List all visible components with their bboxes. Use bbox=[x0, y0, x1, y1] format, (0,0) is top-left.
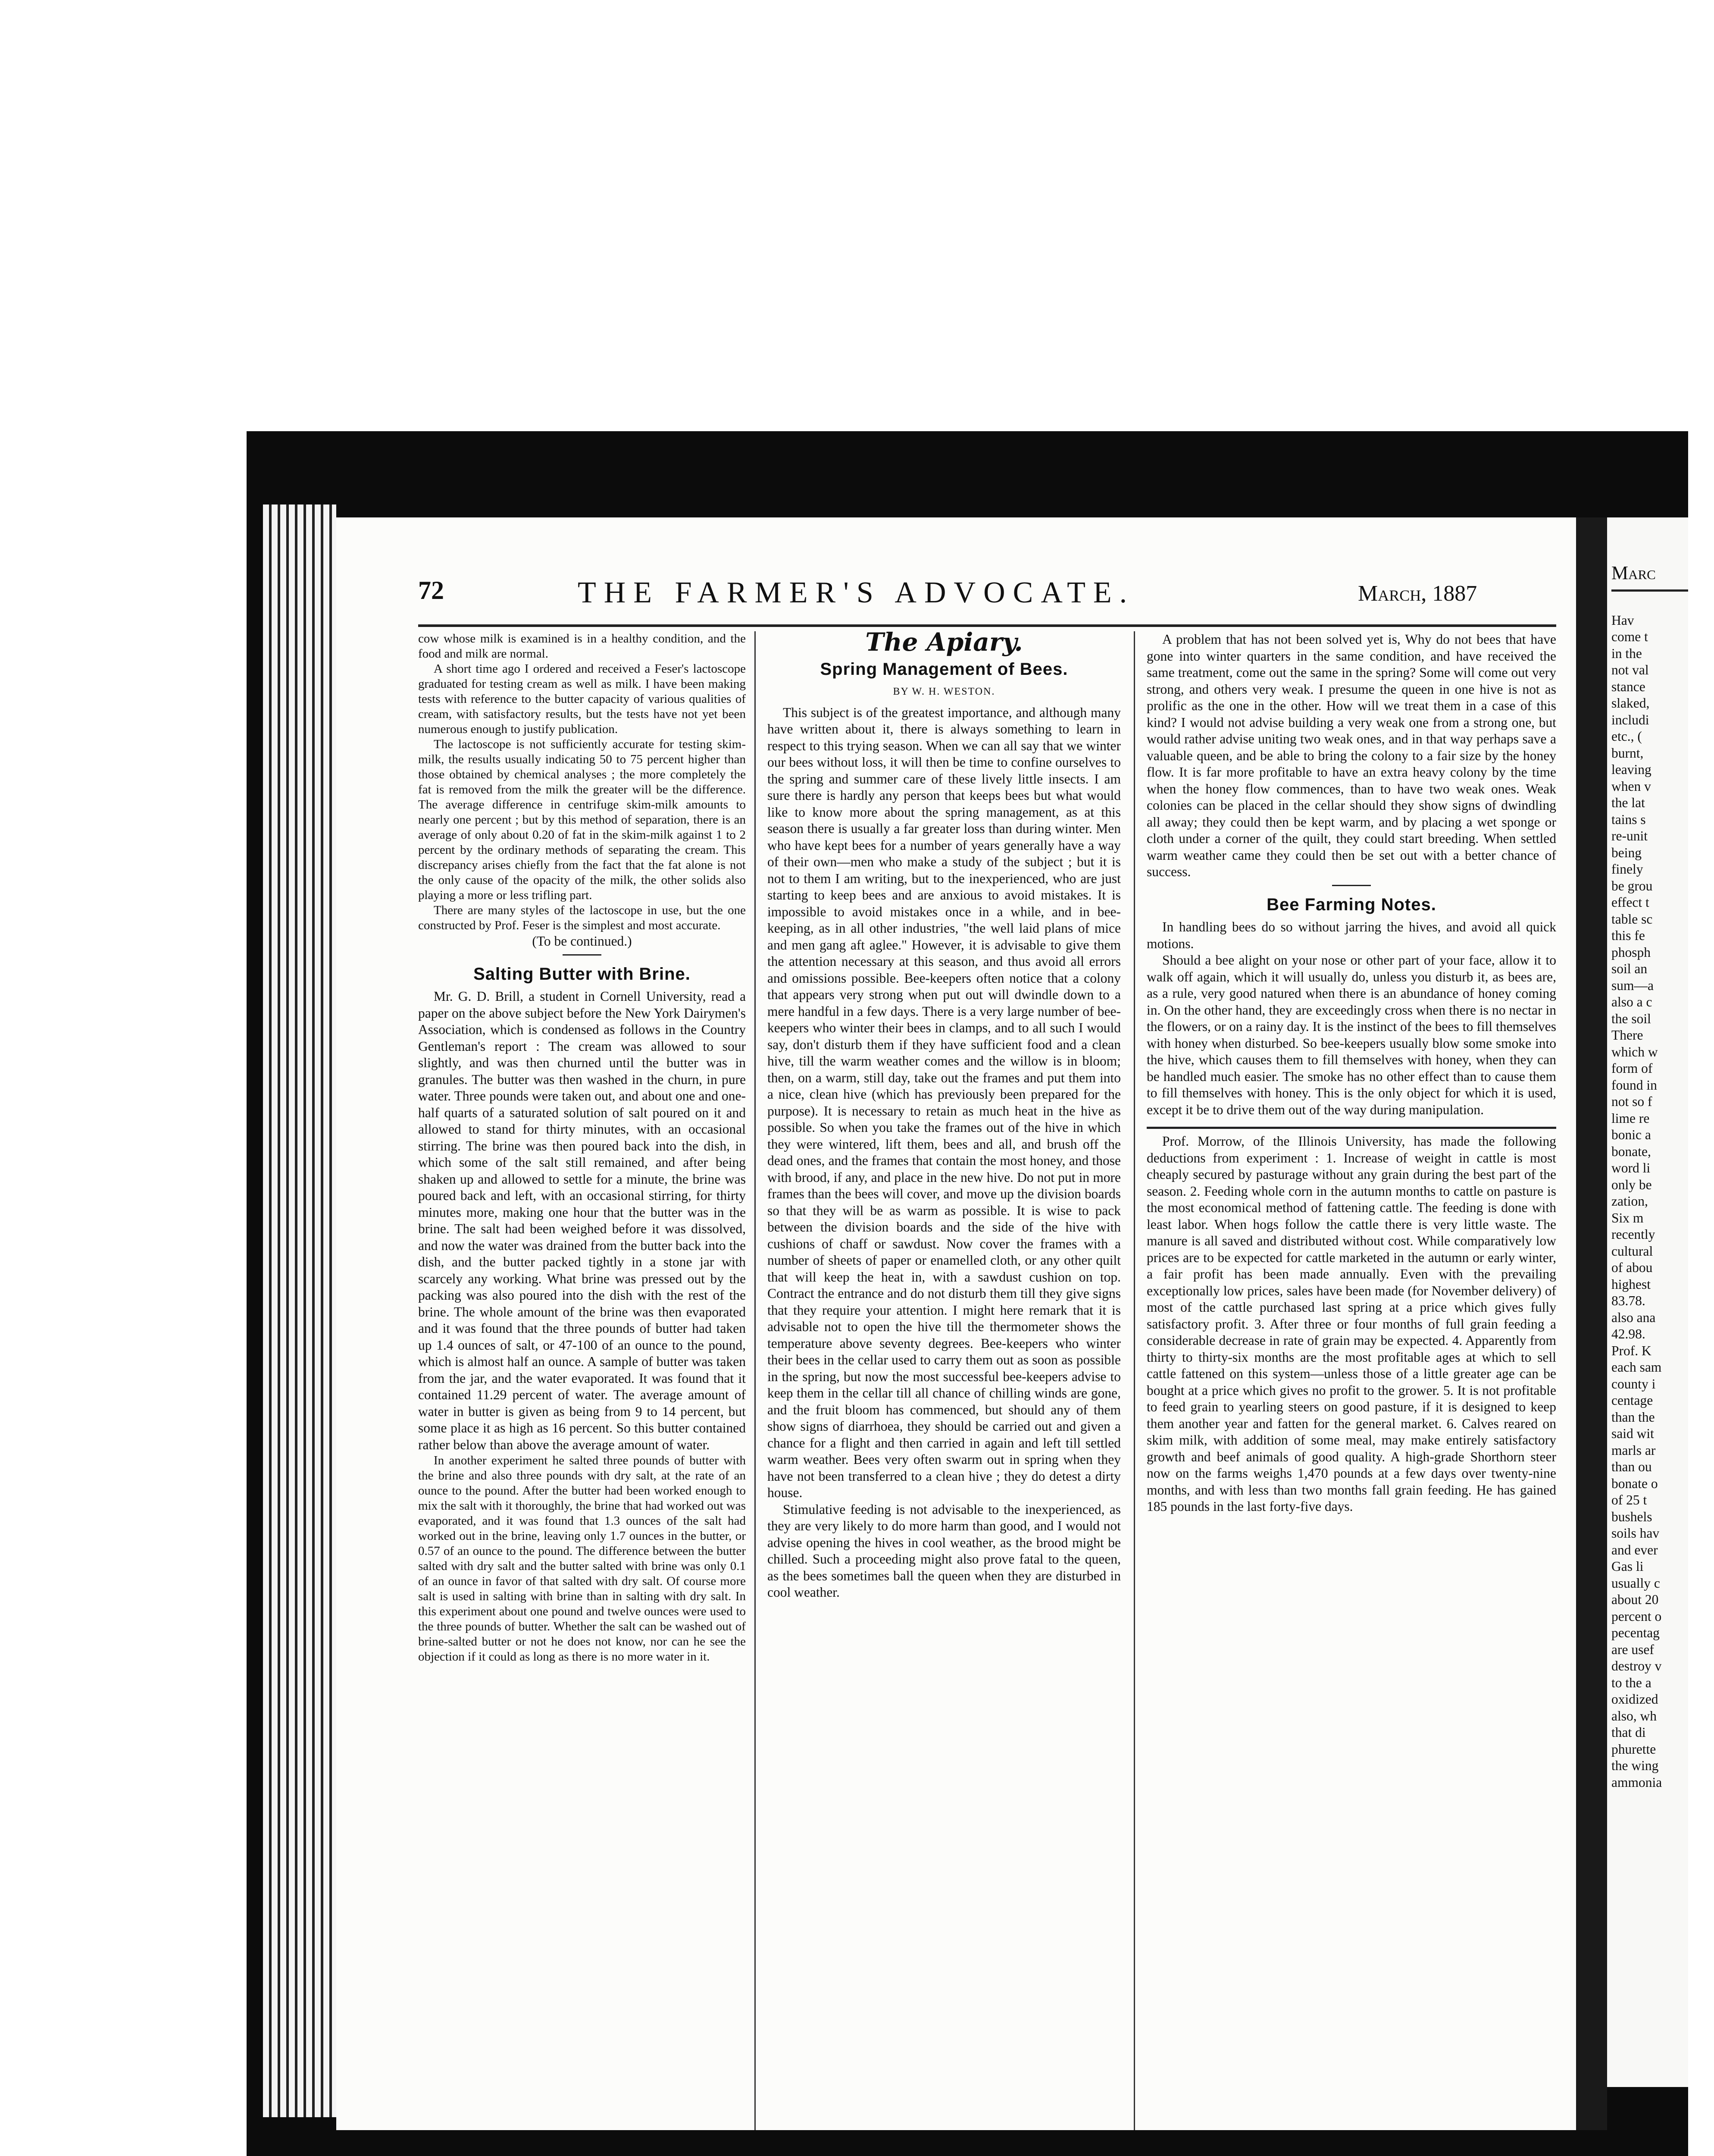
facing-page-line: also ana bbox=[1611, 1310, 1656, 1325]
paragraph: In handling bees do so without jarring the hives, and avoid all quick motions. bbox=[1147, 919, 1556, 951]
facing-page-line: of 25 t bbox=[1611, 1492, 1647, 1507]
page-number: 72 bbox=[418, 576, 444, 605]
facing-page-line: leaving bbox=[1611, 762, 1651, 777]
facing-page-line: said wit bbox=[1611, 1426, 1654, 1441]
paragraph: cow whose milk is examined is in a healthy condition, and the food and milk are normal. bbox=[418, 632, 746, 661]
facing-page-line: re-unit bbox=[1611, 828, 1648, 843]
facing-page-line: also, wh bbox=[1611, 1708, 1657, 1724]
facing-page-line: not val bbox=[1611, 662, 1649, 677]
facing-page-line: come t bbox=[1611, 629, 1648, 644]
byline: BY W. H. WESTON. bbox=[893, 686, 995, 697]
facing-page-line: this fe bbox=[1611, 928, 1645, 943]
facing-page-line: the wing bbox=[1611, 1758, 1659, 1773]
facing-page-line: etc., ( bbox=[1611, 729, 1642, 744]
facing-page-line: found in bbox=[1611, 1077, 1657, 1093]
paragraph: Mr. G. D. Brill, a student in Cornell University, read a paper on the above subject before the New York Dairymen's Association, which is condensed as follows in the Country Gentleman's report : The cream was allowed to sour slightly, and was then churned until the butter was in granules. The butter was then washed in the churn, in pure water. Three pounds were taken out, and about one and one-half quarts of a saturated solution of salt poured on it and allowed to stand for thirty minutes, with an occasional stirring. The brine was then poured back into the dish, in which some of the salt still remained, and after being shaken up and allowed to settle for a minute, the brine was poured back and left, with an occasional stirring, for thirty minutes more, making one hour that the butter was in the brine. The salt had been weighed before it was dissolved, and now the water was drained from the butter back into the dish, and the butter packed tightly in a stone jar with scarcely any working. What brine was pressed out by the packing was also poured into the dish with the rest of the brine. The whole amount of the brine was then evaporated and it was found that the three pounds of butter had taken up 1.4 ounces of salt, or 47-100 of an ounce to the pound, which is almost half an ounce. A sample of butter was taken from the jar, and the water evaporated. It was found that it contained 11.29 percent of water. The average amount of water in butter is given as being from 9 to 14 percent, but some place it as high as 16 percent. So this butter contained rather below than above the average amount of water. bbox=[418, 989, 746, 1452]
column-middle bbox=[767, 631, 1121, 2097]
facing-page-line: county i bbox=[1611, 1376, 1656, 1391]
paragraph: This subject is of the greatest importance, and although many have written about it, there is always something to learn in respect to this trying season. When we can all say that we winter our bees without loss, it will then be time to confine ourselves to the spring and summer care of these lively little insects. I am sure there is hardly any person that keeps bees but what would like to know more about the spring management, as at this season there is usually a far greater loss than during winter. Men who have kept bees for a number of years generally have a way of their own—men who make a study of the subject ; but it is not to them I am writing, but to the inexperienced, who are just starting to keep bees and are anxious to avoid mistakes. It is impossible to avoid mistakes once in a while, and in bee-keeping, as in all other industries, "the well laid plans of mice and men gang aft aglee." However, it is advisable to give them the attention necessary at this season, and thus avoid all errors and omissions possible. Bee-keepers often notice that a colony that appears very strong when put out will dwindle down to a mere handful in a few days. There is a very large number of bee-keepers who winter their bees in clamps, and to all such I would say, don't disturb them if they have sufficient food and a clean hive, till the warm weather comes and the willow is in bloom; then, on a warm, still day, take out the frames and put them into a nice, clean hive (which has previously been prepared for the purpose). It is necessary to retain as much heat in the hive as possible. So when you take the frames out of the hive in which they were wintered, lift them, bees and all, and brush off the dead ones, and the frames that contain the most honey, and those with brood, if any, and place in the new hive. Do not put in more frames than the bees will cover, and move up the division boards so that they will be as warm as possible. It is wise to pack between the division boards and the side of the hive with cushions of chaff or sawdust. Now cover the frames with a number of sheets of paper or enamelled cloth, or any other quilt that will keep the heat in, with a sawdust cushion on top. Contract the entrance and do not disturb them till they give signs that they require your attention. I might here remark that it is advisable not to open the hive till the thermometer shows the temperature above seventy degrees. Bee-keepers who winter their bees in the cellar used to carry them out as soon as possible in the spring, but now the most successful bee-keepers advise to keep them in the cellar till all chance of chilling winds are gone, and the fruit bloom has commenced, but should any of them show signs of diarrhoea, they should be carried out and given a chance for a flight and then carried in again and left till settled warm weather. Bees very often swarm out in spring when they have not been transferred to a clean hive ; they do detest a dirty house. bbox=[767, 705, 1121, 1500]
facing-page-line: Six m bbox=[1611, 1210, 1644, 1225]
facing-page-line: each sam bbox=[1611, 1360, 1662, 1375]
facing-page-line: There bbox=[1611, 1028, 1643, 1043]
facing-page-line: form of bbox=[1611, 1061, 1653, 1076]
journal-title: THE FARMER'S ADVOCATE. bbox=[578, 576, 1135, 609]
paragraph: Prof. Morrow, of the Illinois University, has made the following deductions from experiment : 1. Increase of weight in cattle is most cheaply secured by pasturage without any grain during the best part of the season. 2. Feeding whole corn in the autumn months to cattle on pasture is the most economical method of fattening cattle. The feeding is done with least labor. When hogs follow the cattle there is very little waste. The manure is all saved and distributed without cost. While comparatively low prices are to be expected for cattle marketed in the autumn or early winter, a fair profit has been made annually. Even with the prevailing exceptionally low prices, sales have been made (for November delivery) of most of the cattle purchased last spring at a price which gives fully satisfactory profit. 3. After three or four months of full grain feeding a considerable decrease in rate of grain may be expected. 4. Apparently from thirty to thirty-six months are the most profitable ages at which to sell cattle fattened on this system—unless those of a little greater age can be bought at a price which gives no profit to the grower. 5. It is not profitable to feed grain to yearling steers on good pasture, if it is designed to keep them another year and fatten for the general market. 6. Calves reared on skim milk, with addition of some meal, may make entirely satisfactory growth and beef animals of good quality. A high-grade Shorthorn steer now on the farms weighs 1,470 pounds at a few days over twenty-nine months, and with less than two months fall grain feeding. He has gained 185 pounds in the last forty-five days. bbox=[1147, 1134, 1556, 1514]
facing-page-line: the soil bbox=[1611, 1011, 1651, 1026]
facing-page-fragment bbox=[1607, 517, 1688, 2087]
facing-page-line: finely bbox=[1611, 862, 1643, 877]
newspaper-page bbox=[336, 517, 1576, 2130]
facing-page-line: than ou bbox=[1611, 1459, 1652, 1474]
facing-page-line: soil an bbox=[1611, 961, 1648, 976]
facing-page-line: recently bbox=[1611, 1227, 1655, 1242]
header-rule bbox=[418, 624, 1556, 627]
paragraph: Should a bee alight on your nose or other part of your face, allow it to walk off again, which it will usually do, unless you disturb it, as bees are, as a rule, very good natured when there is an abundance of honey coming in. On the other hand, they are exceedingly cross when there is no nectar in the flowers, or on a rainy day. It is the instinct of the bees to fill themselves with honey when disturbed. So bee-keepers usually blow some smoke into the hive, which causes them to fill themselves with honey, when they can be handled much easier. The smoke has no other effect than to cause them to fill themselves with honey. This is the only object for which it is used, except it be to drive them out of the way during manipulation. bbox=[1147, 953, 1556, 1117]
column-right bbox=[1147, 631, 1556, 2097]
facing-page-line: table sc bbox=[1611, 911, 1653, 927]
facing-page-line: cultural bbox=[1611, 1243, 1653, 1259]
background-margin-left bbox=[0, 0, 27, 2156]
facing-page-line: bonate o bbox=[1611, 1476, 1658, 1491]
facing-page-line: usually c bbox=[1611, 1575, 1660, 1591]
facing-page-line: to the a bbox=[1611, 1675, 1651, 1690]
facing-page-line: be grou bbox=[1611, 878, 1653, 893]
facing-page-line: which w bbox=[1611, 1044, 1658, 1059]
paragraph: There are many styles of the lactoscope in use, but the one constructed by Prof. Feser is the simplest and most accurate. bbox=[418, 903, 746, 932]
facing-page-line: burnt, bbox=[1611, 745, 1644, 761]
article-heading: Spring Management of Bees. bbox=[820, 659, 1068, 679]
divider bbox=[1332, 885, 1371, 886]
article-heading: Bee Farming Notes. bbox=[1267, 895, 1436, 914]
facing-page-line: than the bbox=[1611, 1409, 1655, 1425]
paragraph: In another experiment he salted three pounds of butter with the brine and also three pounds with dry salt, at the rate of an ounce to the pound. After the butter had been worked enough to mix the salt with it thoroughly, the brine that had worked out was evaporated, and it was found that 1.3 ounces of the salt had worked out in the brine, leaving only 1.7 ounces in the butter, or 0.57 of an ounce to the pound. The difference between the butter salted with dry salt and the butter salted with brine was only 0.1 of an ounce in favor of that salted with dry salt. Of course more salt is used in salting with brine than in salting with dry salt. In this experiment about one pound and twelve ounces were used to the three pounds of butter. Whether the salt can be washed out of brine-salted butter or not he does not know, nor can he see the objection if it could as long as there is no more water in it. bbox=[418, 1454, 746, 1664]
facing-page-line: highest bbox=[1611, 1276, 1651, 1292]
continued-note: (To be continued.) bbox=[532, 934, 632, 949]
column-left bbox=[418, 631, 746, 2097]
column-rule bbox=[754, 631, 756, 2130]
department-heading: The Apiary. bbox=[865, 631, 1023, 657]
divider bbox=[563, 954, 601, 956]
paragraph: A problem that has not been solved yet is, Why do not bees that have gone into winter quarters in the same condition, and have received the same treatment, come out the same in the spring? Some will come out very strong, and others very weak. I presume the queen in one hive is not as prolific as the one in the other. How will we treat them in a case of this kind? I would not advise building a very weak one from a strong one, but would rather advise uniting two weak ones, and in that way perhaps save a valuable queen, and be able to bring the colony to a fair size by the honey flow. It is far more profitable to have an extra heavy colony by the time when the honey flow commences, than to have two weak ones. Weak colonies can be placed in the cellar should they show signs of dwindling all away; they could then be kept warm, and by placing a wet sponge or cloth under a corner of the quilt, they could start breeding. When settled warm weather came they could then be set out with a better chance of success. bbox=[1147, 632, 1556, 879]
facing-page-date: Marc bbox=[1611, 565, 1688, 592]
facing-page-line: lime re bbox=[1611, 1110, 1650, 1126]
facing-page-line: marls ar bbox=[1611, 1442, 1656, 1458]
facing-page-line: oxidized bbox=[1611, 1692, 1658, 1707]
paragraph: A short time ago I ordered and received a Feser's lactoscope graduated for testing cream as well as milk. I have been making tests with reference to the butter capacity of various qualities of cream, with satisfactory results, but the tests have not yet been numerous enough to justify publication. bbox=[418, 662, 746, 736]
facing-page-line: bonate, bbox=[1611, 1144, 1651, 1159]
paragraph: The lactoscope is not sufficiently accurate for testing skim-milk, the results usually indicating 50 to 75 percent higher than those obtained by chemical analyses ; the more completely the fat is removed from the milk the greater will be the difference. The average difference in centrifuge skim-milk amounts to nearly one percent ; but by this method of separation, there is an average of only about 0.20 of fat in the skim-milk against 1 to 2 percent by the ordinary methods of separating the cream. This discrepancy arises chiefly from the fact that the fat alone is not the only cause of the opacity of the milk, the other solids also playing a more or less trifling part. bbox=[418, 737, 746, 902]
background-margin-top bbox=[0, 0, 1714, 121]
background-margin-upper bbox=[27, 121, 1688, 431]
facing-page-line: of abou bbox=[1611, 1260, 1653, 1275]
facing-page-line: Gas li bbox=[1611, 1559, 1644, 1574]
facing-page-line: not so f bbox=[1611, 1094, 1652, 1109]
facing-page-line: sum—a bbox=[1611, 978, 1654, 993]
facing-page-line: are usef bbox=[1611, 1642, 1654, 1657]
facing-page-line: bushels bbox=[1611, 1509, 1652, 1524]
facing-page-line: when v bbox=[1611, 778, 1651, 794]
background-margin-right bbox=[1688, 0, 1714, 2156]
facing-page-line: in the bbox=[1611, 646, 1642, 661]
facing-page-line: phurette bbox=[1611, 1741, 1656, 1757]
facing-page-line: being bbox=[1611, 845, 1642, 860]
paragraph: Stimulative feeding is not advisable to the inexperienced, as they are very likely to do more harm than good, and I would not advise opening the hives in cool weather, as the brood might be chilled. Such a proceeding might also prove fatal to the queen, as the bees sometimes ball the queen when they are disturbed in cool weather. bbox=[767, 1501, 1121, 1600]
facing-page-line: pecentag bbox=[1611, 1625, 1660, 1640]
facing-page-line: tains s bbox=[1611, 812, 1646, 827]
facing-page-line: stance bbox=[1611, 679, 1645, 694]
facing-page-line: 42.98. bbox=[1611, 1326, 1645, 1341]
facing-page-line: effect t bbox=[1611, 895, 1649, 910]
article-heading: Salting Butter with Brine. bbox=[473, 964, 691, 984]
book-gutter bbox=[1576, 517, 1607, 2130]
running-head bbox=[418, 571, 1556, 623]
background-margin-side bbox=[27, 431, 247, 2156]
facing-page-line: phosph bbox=[1611, 944, 1651, 960]
facing-page-line: soils hav bbox=[1611, 1526, 1660, 1541]
facing-page-line: centage bbox=[1611, 1393, 1653, 1408]
facing-page-line: bonic a bbox=[1611, 1127, 1651, 1142]
facing-page-line: slaked, bbox=[1611, 696, 1650, 711]
facing-page-line: destroy v bbox=[1611, 1658, 1662, 1673]
facing-page-line: percent o bbox=[1611, 1608, 1662, 1624]
facing-page-line: about 20 bbox=[1611, 1592, 1659, 1607]
facing-page-lines bbox=[1611, 612, 1688, 1791]
facing-page-line: and ever bbox=[1611, 1542, 1658, 1557]
page-edges bbox=[263, 505, 336, 2117]
section-rule bbox=[1147, 1127, 1556, 1129]
facing-page-line: includi bbox=[1611, 712, 1649, 727]
facing-page-line: Hav bbox=[1611, 612, 1634, 628]
facing-page-line: word li bbox=[1611, 1160, 1651, 1175]
facing-page-line: ammonia bbox=[1611, 1774, 1662, 1790]
column-rule bbox=[1134, 631, 1135, 2130]
facing-page-line: that di bbox=[1611, 1725, 1646, 1740]
facing-page-line: the lat bbox=[1611, 795, 1645, 810]
facing-page-line: also a c bbox=[1611, 994, 1652, 1009]
issue-date: March, 1887 bbox=[1358, 581, 1477, 606]
facing-page-line: zation, bbox=[1611, 1194, 1648, 1209]
facing-page-line: 83.78. bbox=[1611, 1293, 1645, 1308]
facing-page-text bbox=[1611, 562, 1688, 1791]
facing-page-line: Prof. K bbox=[1611, 1343, 1651, 1358]
facing-page-line: only be bbox=[1611, 1177, 1652, 1192]
